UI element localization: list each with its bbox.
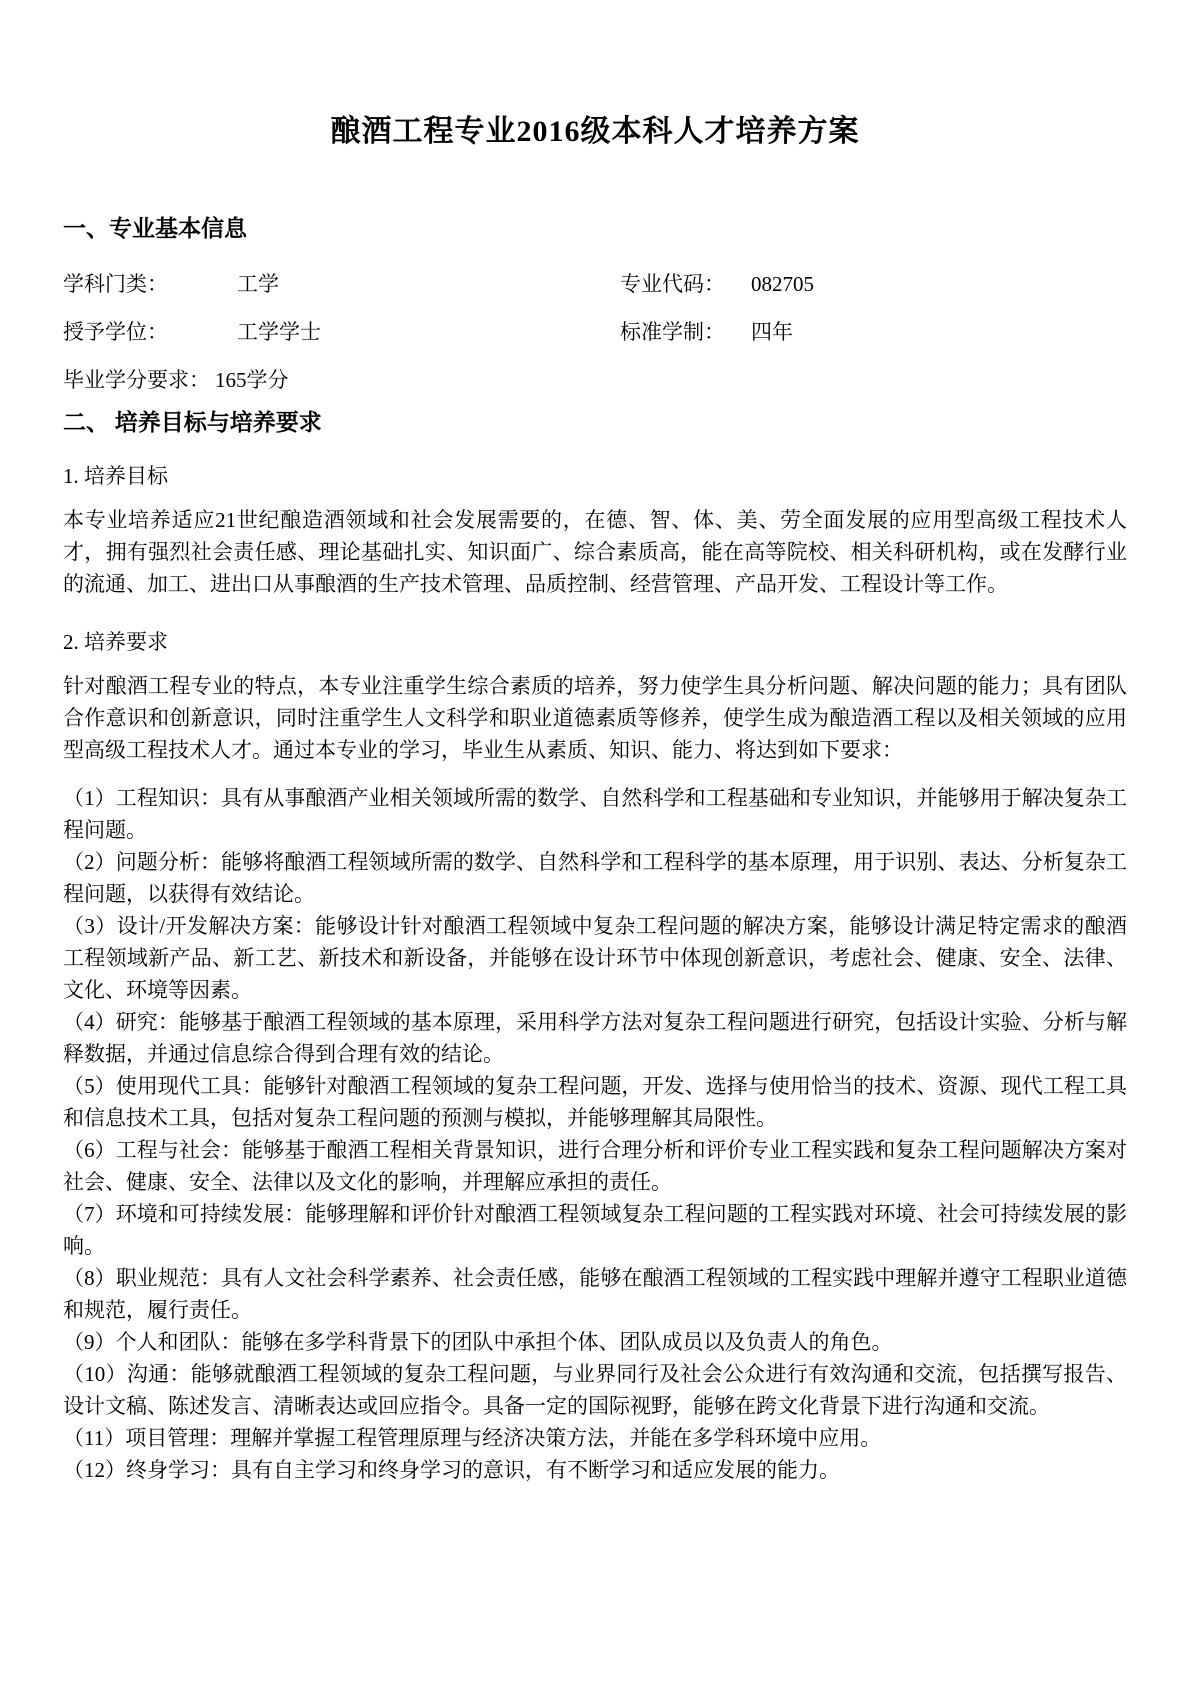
requirement-item: （9）个人和团队：能够在多学科背景下的团队中承担个体、团队成员以及负责人的角色。 — [63, 1330, 893, 1354]
page-title: 酿酒工程专业2016级本科人才培养方案 — [330, 115, 860, 148]
graduation-credits-label: 毕业学分要求： — [63, 368, 210, 392]
requirement-item: （12）终身学习：具有自主学习和终身学习的意识，有不断学习和适应发展的能力。 — [63, 1458, 840, 1482]
basic-info-grid — [63, 271, 1127, 393]
requirements-paragraph: 针对酿酒工程专业的特点，本专业注重学生综合素质的培养，努力使学生具分析问题、解决问题的能力；具有团队合作意识和创新意识，同时注重学生人文科学和职业道德素质等修养，使学生成为酿造酒工程以及相关领域的应用型高级工程技术人才。通过本专业的学习，毕业生从素质、知识、能力、将达到如下要求： — [63, 674, 1127, 762]
requirements-list — [63, 782, 1127, 1486]
requirement-item: （10）沟通：能够就酿酒工程领域的复杂工程问题，与业界同行及社会公众进行有效沟通和交流，包括撰写报告、设计文稿、陈述发言、清晰表达或回应指令。具备一定的国际视野，能够在跨文化背景下进行沟通和交流。 — [63, 1362, 1127, 1418]
training-heading: 二、 培养目标与培养要求 — [63, 410, 322, 435]
requirement-item: （11）项目管理：理解并掌握工程管理原理与经济决策方法，并能在多学科环境中应用。 — [63, 1426, 882, 1450]
major-code-label: 专业代码： — [620, 272, 725, 296]
degree-awarded-label: 授予学位： — [63, 320, 168, 344]
section-training — [63, 408, 1127, 1486]
subject-category-value: 工学 — [237, 272, 279, 296]
requirement-item: （8）职业规范：具有人文社会科学素养、社会责任感，能够在酿酒工程领域的工程实践中理解并遵守工程职业道德和规范，履行责任。 — [63, 1266, 1127, 1322]
info-row-3 — [63, 367, 1127, 393]
requirement-item: （4）研究：能够基于酿酒工程领域的基本原理，采用科学方法对复杂工程问题进行研究，包括设计实验、分析与解释数据，并通过信息综合得到合理有效的结论。 — [63, 1010, 1127, 1066]
graduation-credits-value: 165学分 — [215, 368, 289, 392]
requirement-item: （5）使用现代工具：能够针对酿酒工程领域的复杂工程问题，开发、选择与使用恰当的技术、资源、现代工程工具和信息技术工具，包括对复杂工程问题的预测与模拟，并能够理解其局限性。 — [63, 1074, 1127, 1130]
degree-awarded-value: 工学学士 — [237, 320, 321, 344]
requirements-subheading: 2. 培养要求 — [63, 630, 168, 654]
standard-duration-label: 标准学制： — [620, 320, 725, 344]
basic-info-heading: 一、专业基本信息 — [63, 216, 247, 241]
requirement-item: （7）环境和可持续发展：能够理解和评价针对酿酒工程领域复杂工程问题的工程实践对环境、社会可持续发展的影响。 — [63, 1202, 1127, 1258]
objective-paragraph: 本专业培养适应21世纪酿造酒领域和社会发展需要的，在德、智、体、美、劳全面发展的应用型高级工程技术人才，拥有强烈社会责任感、理论基础扎实、知识面广、综合素质高，能在高等院校、相关科研机构，或在发酵行业的流通、加工、进出口从事酿酒的生产技术管理、品质控制、经营管理、产品开发、工程设计等工作。 — [63, 508, 1127, 596]
requirement-item: （2）问题分析：能够将酿酒工程领域所需的数学、自然科学和工程科学的基本原理，用于识别、表达、分析复杂工程问题，以获得有效结论。 — [63, 850, 1127, 906]
info-row-2 — [63, 319, 1127, 345]
subject-category-label: 学科门类： — [63, 272, 168, 296]
objective-subheading: 1. 培养目标 — [63, 464, 168, 488]
requirement-item: （3）设计/开发解决方案：能够设计针对酿酒工程领域中复杂工程问题的解决方案，能够设计满足特定需求的酿酒工程领域新产品、新工艺、新技术和新设备，并能够在设计环节中体现创新意识，考虑社会、健康、安全、法律、文化、环境等因素。 — [63, 914, 1127, 1002]
requirement-item: （6）工程与社会：能够基于酿酒工程相关背景知识，进行合理分析和评价专业工程实践和复杂工程问题解决方案对社会、健康、安全、法律以及文化的影响，并理解应承担的责任。 — [63, 1138, 1127, 1194]
requirement-item: （1）工程知识：具有从事酿酒产业相关领域所需的数学、自然科学和工程基础和专业知识，并能够用于解决复杂工程问题。 — [63, 786, 1127, 842]
major-code-value: 082705 — [751, 272, 814, 296]
standard-duration-value: 四年 — [751, 320, 793, 344]
info-row-1 — [63, 271, 1127, 297]
section-basic-info — [63, 214, 1127, 393]
